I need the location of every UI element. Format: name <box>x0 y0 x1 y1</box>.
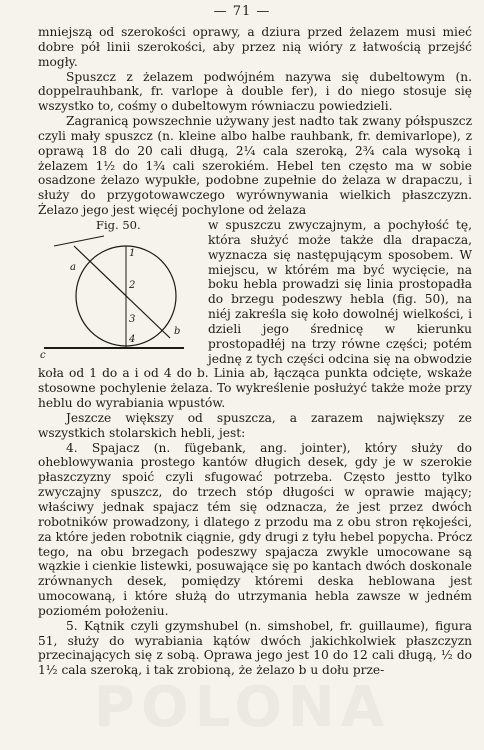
paragraph: Spuszcz z żelazem podwójném nazywa się dubeltowym (n. doppelrauhbank, fr. varlope à double fer), i do niego stosuje się wszystko to, cośmy o dubeltowym równiaczu powiedzieli. <box>38 69 472 114</box>
paragraph: Jeszcze większy od spuszcza, a zarazem największy ze wszystkich stolarskich hebli, jest: <box>38 410 472 440</box>
mark-c: c <box>40 349 46 361</box>
line-ab <box>74 246 170 338</box>
paragraph: 5. Kątnik czyli gzymshubel (n. simshobel, fr. guillaume), figura 51, służy do wyrabiania kątów dwóch jakichkolwiek płaszczyzn przecinających się z sobą. Oprawa jego jest 10 do 12 cali długą, ½ do 1½ cala szeroką, i tak zrobioną, że żelazo b u dołu prze- <box>38 618 472 678</box>
body-text <box>38 25 472 678</box>
paragraph: Zagranicą powszechnie używany jest nadto tak zwany półspuszcz czyli mały spuszcz (n. kleine albo halbe rauhbank, fr. demivarlope), z oprawą 18 do 20 cali długą, 2¼ cala szeroką, 2¾ cala wysoką i żelazem 1½ do 1¾ cali szerokiém. Hebel ten często ma w sobie osadzone żelazo wypukłe, podobne zupełnie do żelaza w drapaczu, i służy do przygotowawczego wyrównywania wielkich płaszczyzn. Żelazo jego jest więcéj pochylone od żelaza <box>38 114 472 218</box>
figure-drawing <box>34 234 202 362</box>
mark-3: 3 <box>129 313 136 325</box>
mark-1: 1 <box>129 247 136 259</box>
figure-caption: Fig. 50. <box>96 217 141 232</box>
mark-b: b <box>174 325 181 337</box>
mark-2: 2 <box>129 279 136 291</box>
page-number: — 71 — <box>213 4 271 19</box>
mark-a: a <box>70 261 76 273</box>
paragraph: 4. Spajacz (n. fügebank, ang. jointer), który służy do oheblowywania prostego kantów długich desek, gdy je w szerokie płaszczyzny spoić czyli sfugować potrzeba. Często jestto tylko zwyczajny spuszcz, do trzech stóp długości w oprawie mający; właściwy jednak spajacz tém się odznacza, że jest przez dwóch robotników prowadzony, i dlatego z przodu ma z obu stron rękojeści, za które jeden robotnik ciągnie, gdy drugi z tyłu hebel popycha. Prócz tego, na obu brzegach podeszwy spajacza zwykle umocowane są wązkie i cienkie listewki, posuwające się po kantach dwóch doskonale zrównanych desek, pomiędzy któremi deska heblowana jest umocowaną, i które służą do utrzymania hebla zawsze w jedném poziomém położeniu. <box>38 440 472 618</box>
mark-4: 4 <box>129 333 136 345</box>
figure-50 <box>34 218 202 366</box>
paragraph: w spuszczu zwyczajnym, a pochyłość tę, która służyć może także dla drapacza, wyznacza się następującym sposobem. W miejscu, w którém ma być wycięcie, na boku hebla prowadzi się linia prostopadła do brzegu podeszwy hebla (fig. 50), na niéj zakreśla się koło dowolnéj wielkości, i dzieli jego średnicę w kierunku prostopadłéj na trzy równe części; potém jednę z tych części odcina się na obwodzie koła od 1 do a i od 4 do b. Linia ab, łącząca punkta odcięte, wskaże stosowne pochylenie żelaza. To wykreślenie posłużyć także może przy heblu do wyrabiania wpustów. <box>38 217 472 411</box>
iron-line <box>54 236 104 246</box>
paragraph: mniejszą od szerokości oprawy, a dziura przed żelazem musi mieć dobre pół linii szerokości, aby przez nią wióry z łatwością przejść mogły. <box>38 25 472 69</box>
watermark: POLONA <box>93 675 391 740</box>
